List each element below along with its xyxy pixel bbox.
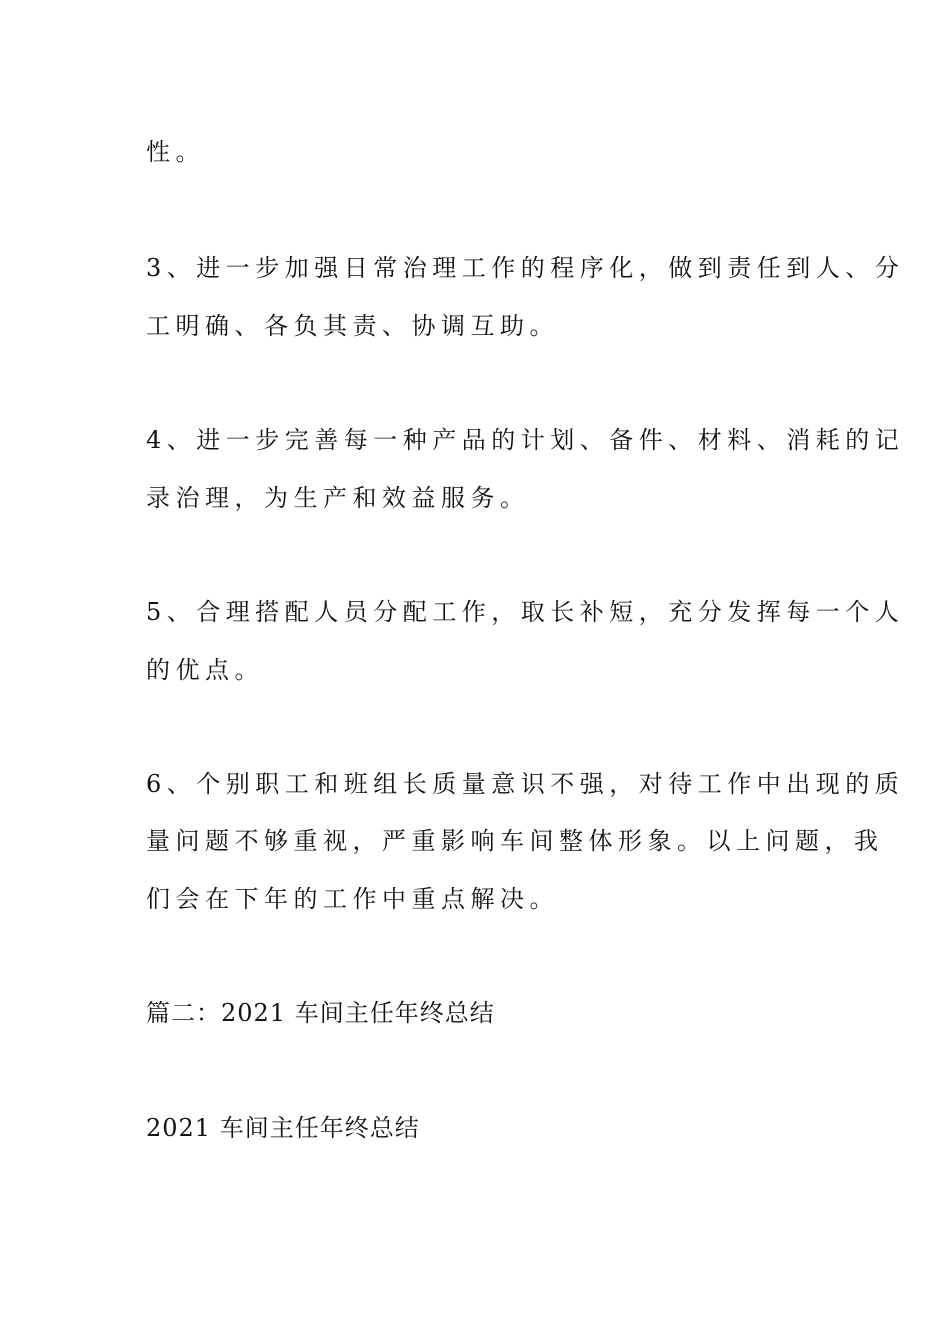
paragraph-item-4-line-2: 录治理，为生产和效益服务。	[146, 484, 530, 512]
paragraph-item-5-line-1: 5、合理搭配人员分配工作，取长补短，充分发挥每一个人	[146, 598, 905, 626]
article-title: 2021 车间主任年终总结	[146, 1114, 420, 1142]
paragraph-item-3-line-1: 3、进一步加强日常治理工作的程序化，做到责任到人、分	[146, 254, 905, 282]
paragraph-item-6-line-3: 们会在下年的工作中重点解决。	[146, 885, 559, 913]
paragraph-item-6-line-2: 量问题不够重视，严重影响车间整体形象。以上问题，我	[146, 827, 884, 855]
paragraph-item-3-line-2: 工明确、各负其责、协调互助。	[146, 312, 559, 340]
paragraph-item-4-line-1: 4、进一步完善每一种产品的计划、备件、材料、消耗的记	[146, 426, 905, 454]
paragraph-2-continuation: 性。	[146, 138, 205, 166]
paragraph-item-5-line-2: 的优点。	[146, 656, 264, 684]
section-heading: 篇二：2021 车间主任年终总结	[146, 999, 495, 1027]
paragraph-item-6-line-1: 6、个别职工和班组长质量意识不强，对待工作中出现的质	[146, 770, 905, 798]
